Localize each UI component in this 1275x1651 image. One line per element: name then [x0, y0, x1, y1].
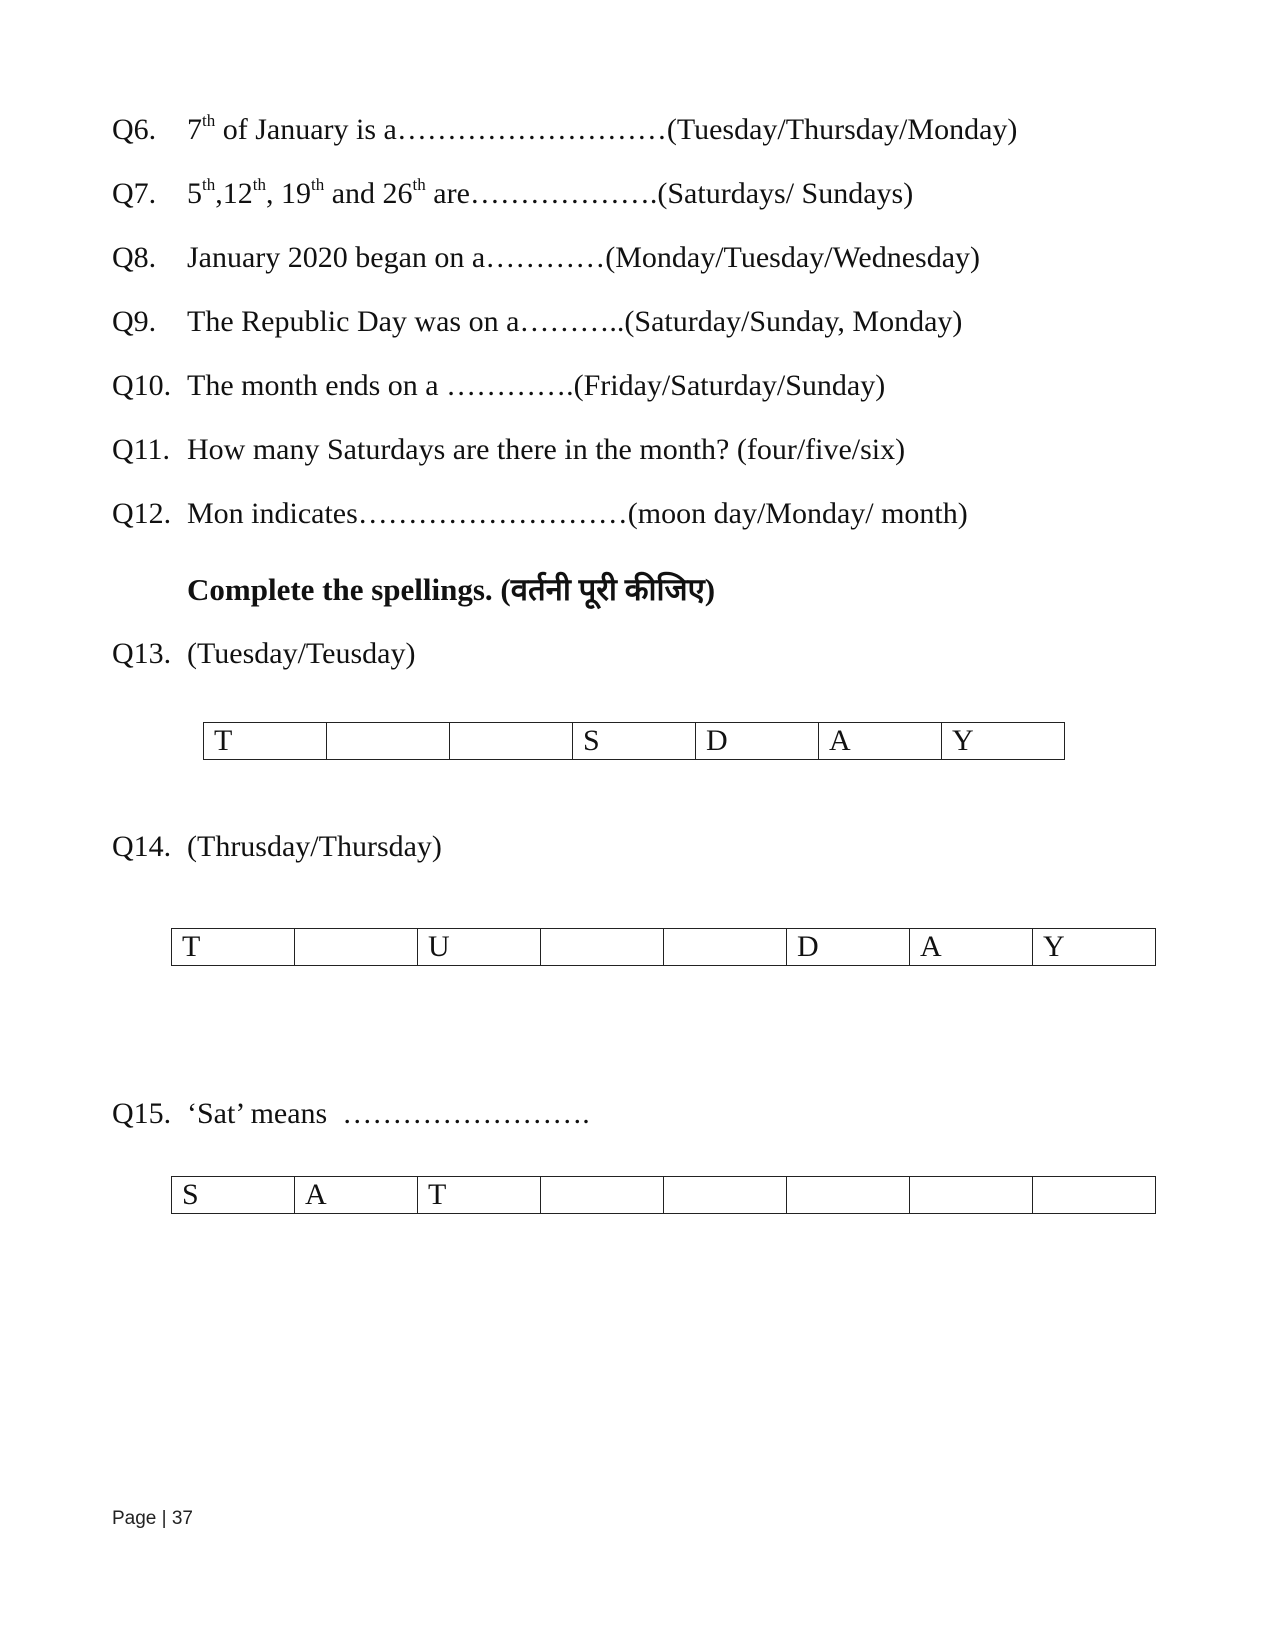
- spelling-grid-q13: [203, 722, 1065, 760]
- question-text: ‘Sat’ means …………………….: [187, 1097, 590, 1130]
- letter-box[interactable]: A: [295, 1177, 418, 1214]
- letter-box[interactable]: [664, 929, 787, 966]
- question-7: [112, 176, 913, 212]
- question-text: (Tuesday/Teusday): [187, 637, 416, 670]
- question-number: Q10.: [112, 369, 172, 402]
- letter-box[interactable]: A: [910, 929, 1033, 966]
- ordinal-suffix: th: [252, 175, 266, 194]
- question-10: [112, 368, 885, 404]
- question-12: [112, 496, 968, 532]
- question-number: Q13.: [112, 637, 172, 670]
- question-8: [112, 240, 980, 276]
- question-text: The month ends on a ………….(Friday/Saturday/Sunday): [187, 369, 886, 402]
- letter-box[interactable]: [541, 1177, 664, 1214]
- question-day: 7: [187, 113, 202, 146]
- question-text: Mon indicates………………………(moon day/Monday/ month): [187, 497, 968, 530]
- letter-box[interactable]: S: [172, 1177, 295, 1214]
- letter-box[interactable]: Y: [942, 723, 1065, 760]
- question-14: [112, 829, 442, 865]
- date-text: , 19: [265, 177, 311, 210]
- letter-box[interactable]: [295, 929, 418, 966]
- letter-box[interactable]: D: [787, 929, 910, 966]
- question-11: [112, 432, 905, 468]
- page-number: Page | 37: [112, 1508, 194, 1529]
- question-13: [112, 636, 415, 672]
- ordinal-suffix: th: [202, 111, 216, 130]
- ordinal-suffix: th: [412, 175, 426, 194]
- question-number: Q6.: [112, 113, 157, 146]
- question-text: of January is a………………………(Tuesday/Thursday/Monday): [215, 113, 1018, 146]
- question-text: are……………….(Saturdays/ Sundays): [425, 177, 914, 210]
- section-heading: Complete the spellings. (वर्तनी पूरी कीजिए): [187, 572, 716, 607]
- question-text: The Republic Day was on a………..(Saturday/Sunday, Monday): [187, 305, 963, 338]
- ordinal-suffix: th: [202, 175, 216, 194]
- letter-box[interactable]: U: [418, 929, 541, 966]
- letter-box[interactable]: [1033, 1177, 1156, 1214]
- question-number: Q12.: [112, 497, 172, 530]
- question-text: How many Saturdays are there in the month? (four/five/six): [187, 433, 906, 466]
- ordinal-suffix: th: [310, 175, 325, 194]
- letter-box[interactable]: D: [696, 723, 819, 760]
- date-text: and 26: [324, 177, 413, 210]
- letter-box[interactable]: S: [573, 723, 696, 760]
- letter-box[interactable]: T: [204, 723, 327, 760]
- letter-box[interactable]: [787, 1177, 910, 1214]
- question-number: Q9.: [112, 305, 157, 338]
- question-text: January 2020 began on a…………(Monday/Tuesday/Wednesday): [187, 241, 980, 274]
- question-number: Q14.: [112, 830, 172, 863]
- question-6: [112, 112, 1017, 148]
- question-number: Q11.: [112, 433, 171, 466]
- date-text: ,12: [215, 177, 253, 210]
- question-9: [112, 304, 962, 340]
- letter-box[interactable]: T: [172, 929, 295, 966]
- question-15: [112, 1096, 590, 1132]
- letter-box[interactable]: T: [418, 1177, 541, 1214]
- spelling-grid-q15: [171, 1176, 1156, 1214]
- letter-box[interactable]: [910, 1177, 1033, 1214]
- letter-box[interactable]: [664, 1177, 787, 1214]
- letter-box[interactable]: [450, 723, 573, 760]
- question-text: (Thrusday/Thursday): [187, 830, 442, 863]
- letter-box[interactable]: A: [819, 723, 942, 760]
- spelling-grid-q14: [171, 928, 1156, 966]
- letter-box[interactable]: [541, 929, 664, 966]
- letter-box[interactable]: Y: [1033, 929, 1156, 966]
- letter-box[interactable]: [327, 723, 450, 760]
- question-number: Q15.: [112, 1097, 172, 1130]
- date-text: 5: [187, 177, 202, 210]
- question-number: Q8.: [112, 241, 157, 274]
- question-number: Q7.: [112, 177, 157, 210]
